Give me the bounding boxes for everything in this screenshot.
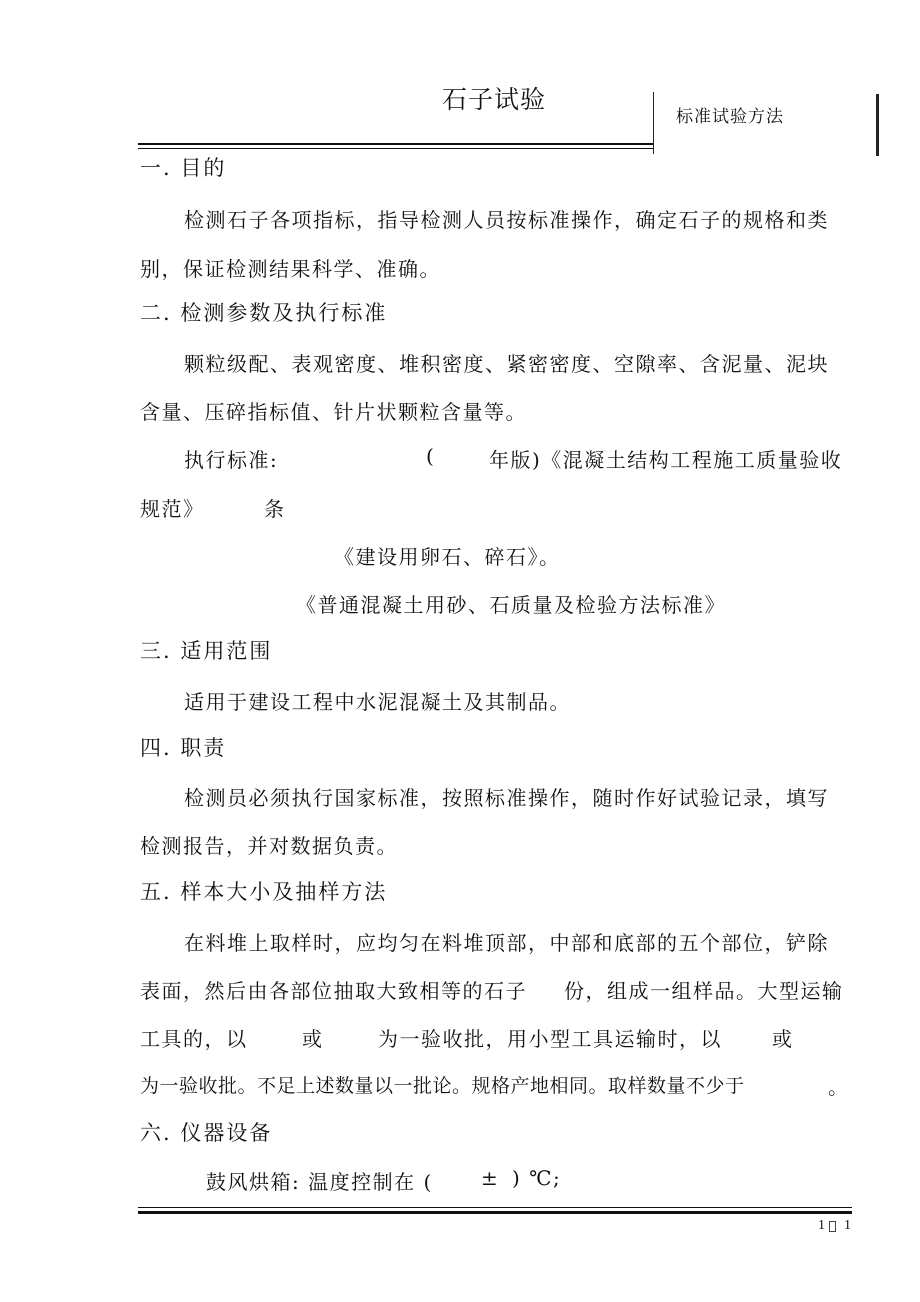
standard-clause-label: 条 — [264, 497, 286, 521]
standard-spec-3: 《普通混凝土用砂、石质量及检验方法标准》 — [296, 593, 726, 617]
sampling-text-line-3a: 工具的，以 — [140, 1027, 248, 1051]
scope-text: 适用于建设工程中水泥混凝土及其制品。 — [184, 690, 571, 714]
page-number-box — [829, 1221, 836, 1232]
standard-spec-1-continued: 规范》 — [140, 497, 205, 521]
document-title: 石子试验 — [442, 85, 547, 114]
sampling-text-line-3d: 或 — [772, 1027, 794, 1051]
header-rule-thin — [138, 148, 653, 149]
standard-spec-1: 年版)《混凝土结构工程施工质量验收 — [489, 448, 843, 472]
parameters-text-line-2: 含量、压碎指标值、针片状颗粒含量等。 — [140, 400, 527, 424]
section-heading-equipment: 六. 仪器设备 — [140, 1121, 273, 1145]
header-divider-right — [876, 94, 879, 156]
header-rule-thick — [138, 143, 653, 145]
purpose-text-line-1: 检测石子各项指标，指导检测人员按标准操作，确定石子的规格和类 — [184, 208, 829, 232]
page-number-left: 1 — [818, 1218, 825, 1233]
footer-rule-thin — [138, 1207, 852, 1208]
parameters-text-line-1: 颗粒级配、表观密度、堆积密度、紧密密度、空隙率、含泥量、泥块 — [184, 352, 829, 376]
section-heading-sampling: 五. 样本大小及抽样方法 — [140, 880, 388, 904]
header-divider-left — [653, 92, 654, 154]
sampling-text-line-2a: 表面，然后由各部位抽取大致相等的石子 — [140, 979, 527, 1003]
section-heading-scope: 三. 适用范围 — [140, 639, 273, 663]
standard-spec-2: 《建设用卵石、碎石》。 — [334, 545, 561, 569]
purpose-text-line-2: 别，保证检测结果科学、准确。 — [140, 257, 441, 281]
sampling-text-line-4a: 为一验收批。不足上述数量以一批论。规格产地相同。取样数量不少于 — [140, 1075, 745, 1097]
oven-spec-plusminus: ± — [481, 1166, 500, 1190]
oven-spec-unit: ) ℃; — [512, 1166, 562, 1190]
standards-label: 执行标准: — [184, 448, 279, 472]
sampling-text-line-4b: 。 — [828, 1075, 850, 1099]
sampling-text-line-1: 在料堆上取样时，应均匀在料堆顶部，中部和底部的五个部位，铲除 — [184, 931, 829, 955]
responsibility-text-line-2: 检测报告，并对数据负责。 — [140, 834, 398, 858]
standards-open-paren: ( — [426, 444, 436, 468]
oven-spec-label: 鼓风烘箱: 温度控制在 ( — [206, 1170, 433, 1194]
section-heading-parameters: 二. 检测参数及执行标准 — [140, 301, 388, 325]
document-type-label: 标准试验方法 — [676, 107, 784, 127]
sampling-text-line-2b: 份，组成一组样品。大型运输 — [564, 979, 844, 1003]
responsibility-text-line-1: 检测员必须执行国家标准，按照标准操作，随时作好试验记录，填写 — [184, 786, 829, 810]
section-heading-purpose: 一. 目的 — [140, 156, 227, 180]
footer-rule-thick — [138, 1211, 852, 1214]
sampling-text-line-3b: 或 — [302, 1027, 324, 1051]
page-number-right: 1 — [844, 1218, 851, 1233]
section-heading-responsibility: 四. 职责 — [140, 736, 227, 760]
sampling-text-line-3c: 为一验收批，用小型工具运输时，以 — [378, 1027, 722, 1051]
